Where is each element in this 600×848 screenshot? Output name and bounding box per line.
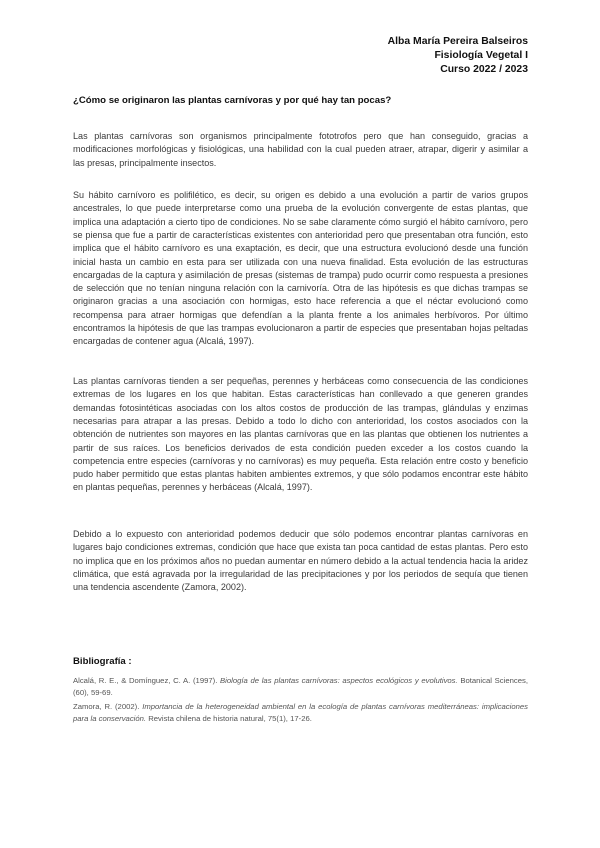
paragraph-4: Debido a lo expuesto con anterioridad podemos deducir que sólo podemos encontrar plantas carnívoras en lugares bajo condiciones extremas, condición que hace que exista tan poca cantidad de estas plantas. Pero esto no implica que en los próximos años no puedan aumentar en número debido a la actual tendencia hacia la aridez climática, que está agravada por la irregularidad de las precipitaciones y por los periodos de sequía que tienen una tendencia ascendente (Zamora, 2002). xyxy=(73,529,528,593)
document-header xyxy=(388,35,528,77)
entry-title: Importancia de la heterogeneidad ambiental en la ecología de plantas carnívoras mediterráneas: implicaciones para la conservación. xyxy=(73,702,529,723)
author-name: Alba María Pereira Balseiros xyxy=(387,36,528,47)
entry-title: Biología de las plantas carnívoras: aspectos ecológicos y evolutivos. xyxy=(220,676,458,685)
paragraph-3: Las plantas carnívoras tienden a ser pequeñas, perennes y herbáceas como consecuencia de las condiciones extremas de los lugares en los que habitan. Estas características han conllevado a que generen grandes demandas fotosintéticas asociadas con los altos costos de producción de las trampas, glándulas y enzimas necesarias para atrapar a las presas. Debido a todo lo dicho con anterioridad, los costos asociados con la obtención de nutrientes son mayores en las plantas carnívoras que en las plantas que obtienen los nutrientes a partir de sus raíces. Los beneficios derivados de esta condición pueden exceder a los costos cuando la competencia entre especies (carnívoras y no carnívoras) es muy pequeña. Esta relación entre costo y beneficio pudo haber permitido que estas plantas habiten ambientes extremos, y que sólo podamos encontrar este hábito en plantas pequeñas, perennes y herbáceas (Alcalá, 1997). xyxy=(73,376,528,493)
bibliography-entry xyxy=(73,675,528,698)
paragraph-2: Su hábito carnívoro es polifilético, es decir, su origen es debido a una evolución a partir de varios grupos ancestrales, lo que puede interpretarse como una prueba de la evolución convergente de estas plantas, que implica una adaptación a cierto tipo de condiciones. No se sabe claramente cómo surgió el hábito carnívoro, pero se piensa que fue a partir de características existentes con anterioridad pero que presentaban otra función, esto implica que el hábito carnívoro es una exaptación, es decir, que una estructura evolucionó desde una función inicial hasta un cambio en esta para ser utilizada con una nueva finalidad. Esta evolución de las estructuras encargadas de la captura y asimilación de presas (sistemas de trampa) pudo ocurrir como respuesta a presiones de selección que no tenían ninguna relación con la carnivoría. Otra de las hipótesis es que dichas trampas se originaron gracias a una asociación con hormigas, esto hace referencia a que el néctar evolucionó como recompensa para atraer hormigas que defendían a la planta frente a los animales herbívoros. Por último encontramos la hipótesis de que las trampas evolucionaron a partir de especies que presentaban hojas peltadas encargadas de contener agua (Alcalá, 1997). xyxy=(73,190,528,347)
entry-source: Revista chilena de historia natural, 75(1), 17-26. xyxy=(146,713,312,723)
course-name: Fisiología Vegetal I xyxy=(434,50,528,61)
entry-authors: Zamora, R. (2002). xyxy=(73,702,143,711)
entry-authors: Alcalá, R. E., & Domínguez, C. A. (1997). xyxy=(73,676,221,685)
course-year: Curso 2022 / 2023 xyxy=(440,64,528,75)
page-title: ¿Cómo se originaron las plantas carnívoras y por qué hay tan pocas? xyxy=(73,95,392,106)
entry-source: Botanical Sciences, (60), 59-69. xyxy=(73,676,528,697)
bibliography-entry xyxy=(73,701,528,724)
bibliography-heading: Bibliografía : xyxy=(73,656,132,667)
paragraph-1: Las plantas carnívoras son organismos principalmente fototrofos pero que han conseguido, gracias a modificaciones morfológicas y fisiológicas, una habilidad con la cual pueden atraer, atrapar, digerir y asimilar a las presas, principalmente insectos. xyxy=(73,131,528,168)
